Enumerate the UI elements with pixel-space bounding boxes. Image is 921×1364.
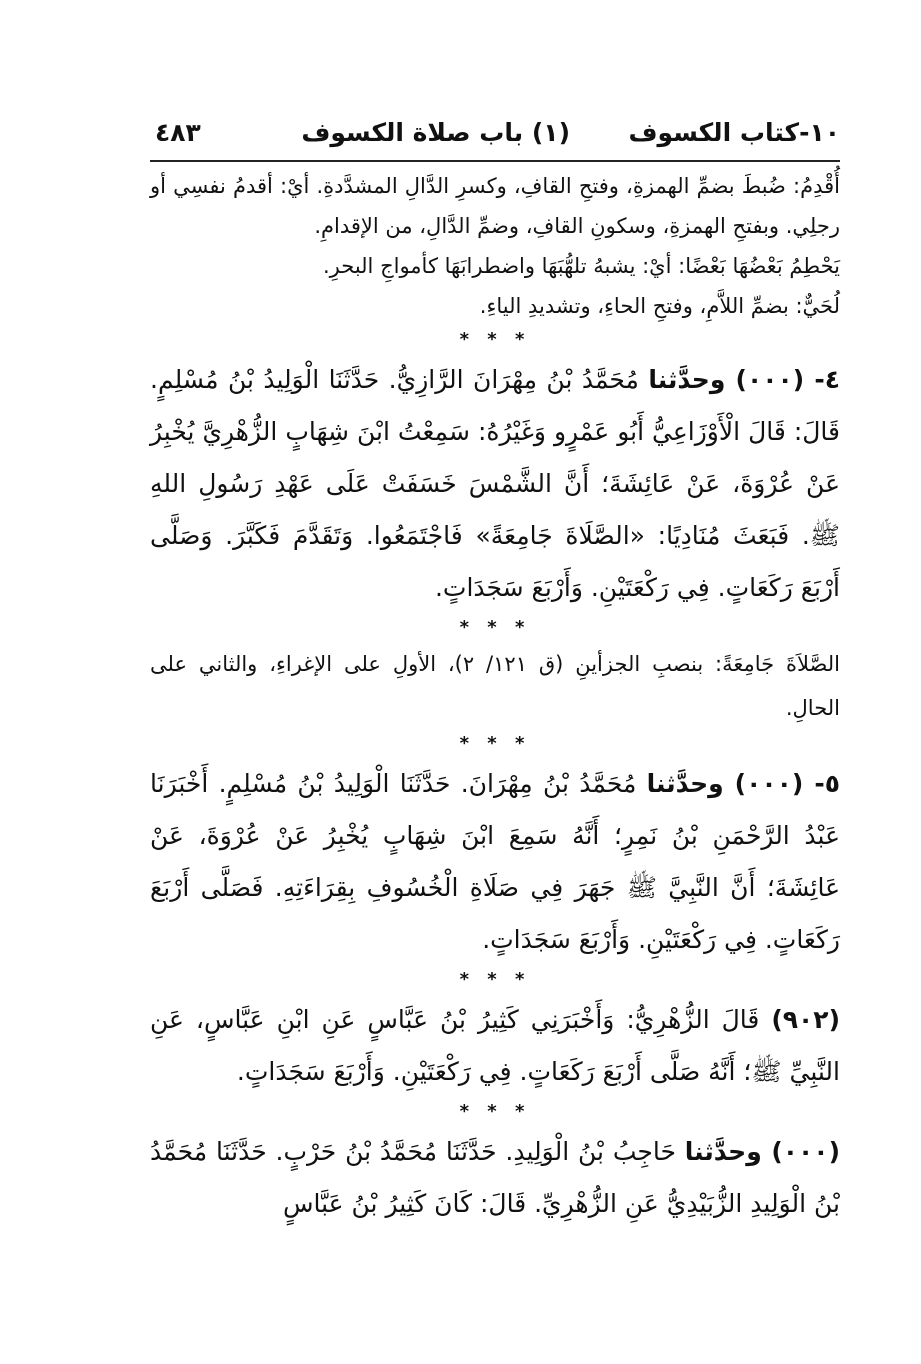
- hadith-5: [150, 758, 840, 966]
- chapter-title: ١٠-كتاب الكسوف: [628, 118, 840, 147]
- hadith-number: (٩٠٢): [771, 1005, 840, 1034]
- hadith-number: ٤- (٠٠٠) وحدَّثنا: [648, 365, 840, 394]
- separator: * * *: [459, 969, 531, 990]
- hadith-text: مُحَمَّدُ بْنُ مِهْرَانَ. حَدَّثَنَا الْوَلِيدُ بْنُ مُسْلِمٍ. أَخْبَرَنَا عَبْدُ الرَّحْمَنِ بْنُ نَمِرٍ؛ أَنَّهُ سَمِعَ ابْنَ شِهَابٍ يُخْبِرُ عَنْ عُرْوَةَ، عَنْ عَائِشَةَ؛ أَنَّ النَّبِيَّ ﷺ جَهَرَ فِي صَلَاةِ الْخُسُوفِ بِقِرَاءَتِهِ. فَصَلَّى أَرْبَعَ رَكَعَاتٍ. فِي رَكْعَتَيْنِ. وَأَرْبَعَ سَجَدَاتٍ.: [150, 769, 840, 954]
- running-header: [150, 118, 840, 158]
- separator: * * *: [459, 617, 531, 638]
- separator: * * *: [459, 733, 531, 754]
- hadith-number: ٥- (٠٠٠) وحدَّثنا: [646, 769, 840, 798]
- hadith-number: (٠٠٠) وحدَّثنا: [684, 1137, 840, 1166]
- hadith-text: مُحَمَّدُ بْنُ مِهْرَانَ الرَّازِيُّ. حَدَّثَنَا الْوَلِيدُ بْنُ مُسْلِمٍ. قَالَ: قَالَ الْأَوْزَاعِيُّ أَبُو عَمْرٍو وَغَيْرُهُ: سَمِعْتُ ابْنَ شِهَابٍ الزُّهْرِيَّ يُخْبِرُ عَنْ عُرْوَةَ، عَنْ عَائِشَةَ؛ أَنَّ الشَّمْسَ خَسَفَتْ عَلَى عَهْدِ رَسُولِ اللهِ ﷺ. فَبَعَثَ مُنَادِيًا: «الصَّلَاةَ جَامِعَةً» فَاجْتَمَعُوا. وَتَقَدَّمَ فَكَبَّرَ. وَصَلَّى أَرْبَعَ رَكَعَاتٍ. فِي رَكْعَتَيْنِ. وَأَرْبَعَ سَجَدَاتٍ.: [150, 365, 840, 602]
- hadith-last: [150, 1126, 840, 1230]
- page-number: ٤٨٣: [155, 118, 201, 147]
- section-title: (١) باب صلاة الكسوف: [301, 118, 570, 147]
- header-rule: [150, 160, 840, 162]
- note-yahtim: يَحْطِمُ بَعْضُهَا بَعْضًا: أيْ: يشبهُ تلهُّبَهَا واضطرابَهَا كأمواجِ البحرِ.: [323, 254, 840, 278]
- hadith-4: [150, 354, 840, 614]
- separator: * * *: [459, 329, 531, 350]
- hadith-902: [150, 994, 840, 1098]
- separator: * * *: [459, 1101, 531, 1122]
- glossary-note-salat: [150, 642, 840, 730]
- note-aqdim: أُقْدِمُ: ضُبطَ بضمِّ الهمزةِ، وفتحِ القافِ، وكسرِ الدَّالِ المشدَّدةِ. أيْ: أقدمُ نفسِي أو رجلِي. وبفتحِ الهمزةِ، وسكونِ القافِ، وضمِّ الدَّالِ، من الإقدامِ.: [150, 174, 840, 238]
- glossary-notes: [150, 166, 840, 326]
- page-body: [150, 166, 840, 1230]
- hadith-text: حَاجِبُ بْنُ الْوَلِيدِ. حَدَّثَنَا مُحَمَّدُ بْنُ حَرْبٍ. حَدَّثَنَا مُحَمَّدُ بْنُ الْوَلِيدِ الزُّبَيْدِيُّ عَنِ الزُّهْرِيِّ. قَالَ: كَانَ كَثِيرُ بْنُ عَبَّاسٍ: [150, 1137, 840, 1218]
- hadith-text: قَالَ الزُّهْرِيُّ: وَأَخْبَرَنِي كَثِيرُ بْنُ عَبَّاسٍ عَنِ ابْنِ عَبَّاسٍ، عَنِ النَّبِيِّ ﷺ؛ أَنَّهُ صَلَّى أَرْبَعَ رَكَعَاتٍ. فِي رَكْعَتَيْنِ. وَأَرْبَعَ سَجَدَاتٍ.: [150, 1005, 840, 1086]
- note-salat-jamia: الصَّلاَةَ جَامِعَةً: بنصبِ الجزأينِ (ق ١٢١/ ٢)، الأولِ على الإغراءِ، والثاني على الحالِ.: [150, 652, 840, 720]
- note-luhayy: لُحَيٌّ: بضمِّ اللاَّمِ، وفتحِ الحاءِ، وتشديدِ الياءِ.: [479, 294, 840, 318]
